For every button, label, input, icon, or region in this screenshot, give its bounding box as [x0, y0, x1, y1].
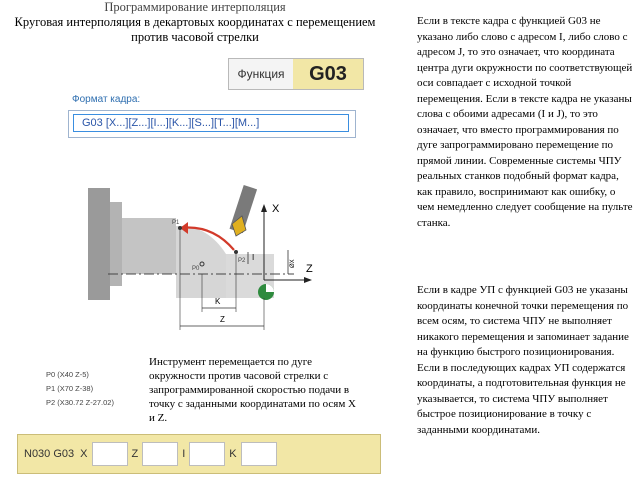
x-axis-label: X	[272, 203, 280, 215]
function-code: G03	[293, 59, 363, 89]
chuck-face	[110, 202, 122, 286]
function-label: Функция	[237, 67, 285, 81]
k-value-field[interactable]	[241, 442, 277, 466]
i-address: I	[182, 448, 186, 460]
lathe-diagram	[88, 180, 318, 350]
z-axis-label: Z	[306, 263, 313, 275]
dim-z-label: Z	[220, 315, 225, 324]
part-shoulder	[122, 218, 176, 274]
paragraph-2: Если в кадре УП с функцией G03 не указаны координаты конечной точки перемещения по всем осям, то система ЧПУ не выполняет никакого перемещения и запоминает задание на функцию быстрого позиционирования. Если в последующих кадрах УП содержатся координаты, а подготовительная функция не указывается, то система ЧПУ выполняет быстрое позиционирование в точку с заданными координатами.	[417, 284, 629, 436]
p1-label: P1	[172, 220, 180, 226]
format-box	[68, 110, 356, 138]
program-line-box	[17, 434, 381, 474]
point-item: P1 (X70 Z-38)	[46, 384, 94, 393]
point-p1	[178, 226, 182, 230]
i-value-field[interactable]	[189, 442, 225, 466]
format-value: G03 [X...][Z...][I...][K...][S...][T...][M...]	[73, 114, 349, 132]
p0-label: P0	[192, 266, 200, 272]
x-axis-arrow	[261, 204, 267, 212]
point-item: P2 (X30.72 Z-27.02)	[46, 398, 114, 407]
dim-k-label: K	[215, 297, 221, 306]
points-list	[46, 368, 114, 410]
chuck-jaw	[88, 188, 110, 300]
slide-title	[0, 0, 390, 45]
title-line-1: Программирование интерполяция	[104, 0, 286, 14]
k-address: K	[229, 448, 237, 460]
x-value-field[interactable]	[92, 442, 128, 466]
z-address: Z	[131, 448, 139, 460]
function-box	[228, 58, 364, 90]
block-label: N030 G03	[24, 448, 75, 460]
z-value-field[interactable]	[142, 442, 178, 466]
motion-caption: Инструмент перемещается по дуге окружности против часовой стрелки с запрограммированной скоростью подачи в точку с заданными координатами по осям X и Z.	[149, 356, 356, 424]
x-address: X	[80, 448, 88, 460]
point-p2	[234, 250, 238, 254]
point-item: P0 (X40 Z-5)	[46, 370, 89, 379]
dim-x-label: ØX	[290, 259, 296, 268]
dim-i-label: I	[252, 253, 255, 262]
p2-label: P2	[238, 258, 246, 264]
format-label: Формат кадра:	[72, 94, 141, 105]
title-line-3: против часовой стрелки	[131, 30, 259, 44]
z-axis-arrow	[304, 277, 312, 283]
paragraph-1: Если в тексте кадра с функцией G03 не указано либо слово с адресом I, либо слово с адресом J, то это означает, что координата центра дуги окружности по соответствующей оси совпадает с исходной точкой перемещения. Если в тексте кадра не указаны слова с обоими адресами (I и J), то это означает, что вместо программирования по дуге запрограммировано перемещение по прямой линии. Современные системы ЧПУ реальных станков подобный формат кадра, как правило, воспринимают как ошибку, о чем немедленно следует сообщение на пульте станка.	[417, 15, 633, 229]
title-line-2: Круговая интерполяция в декартовых координатах с перемещением	[14, 15, 376, 29]
